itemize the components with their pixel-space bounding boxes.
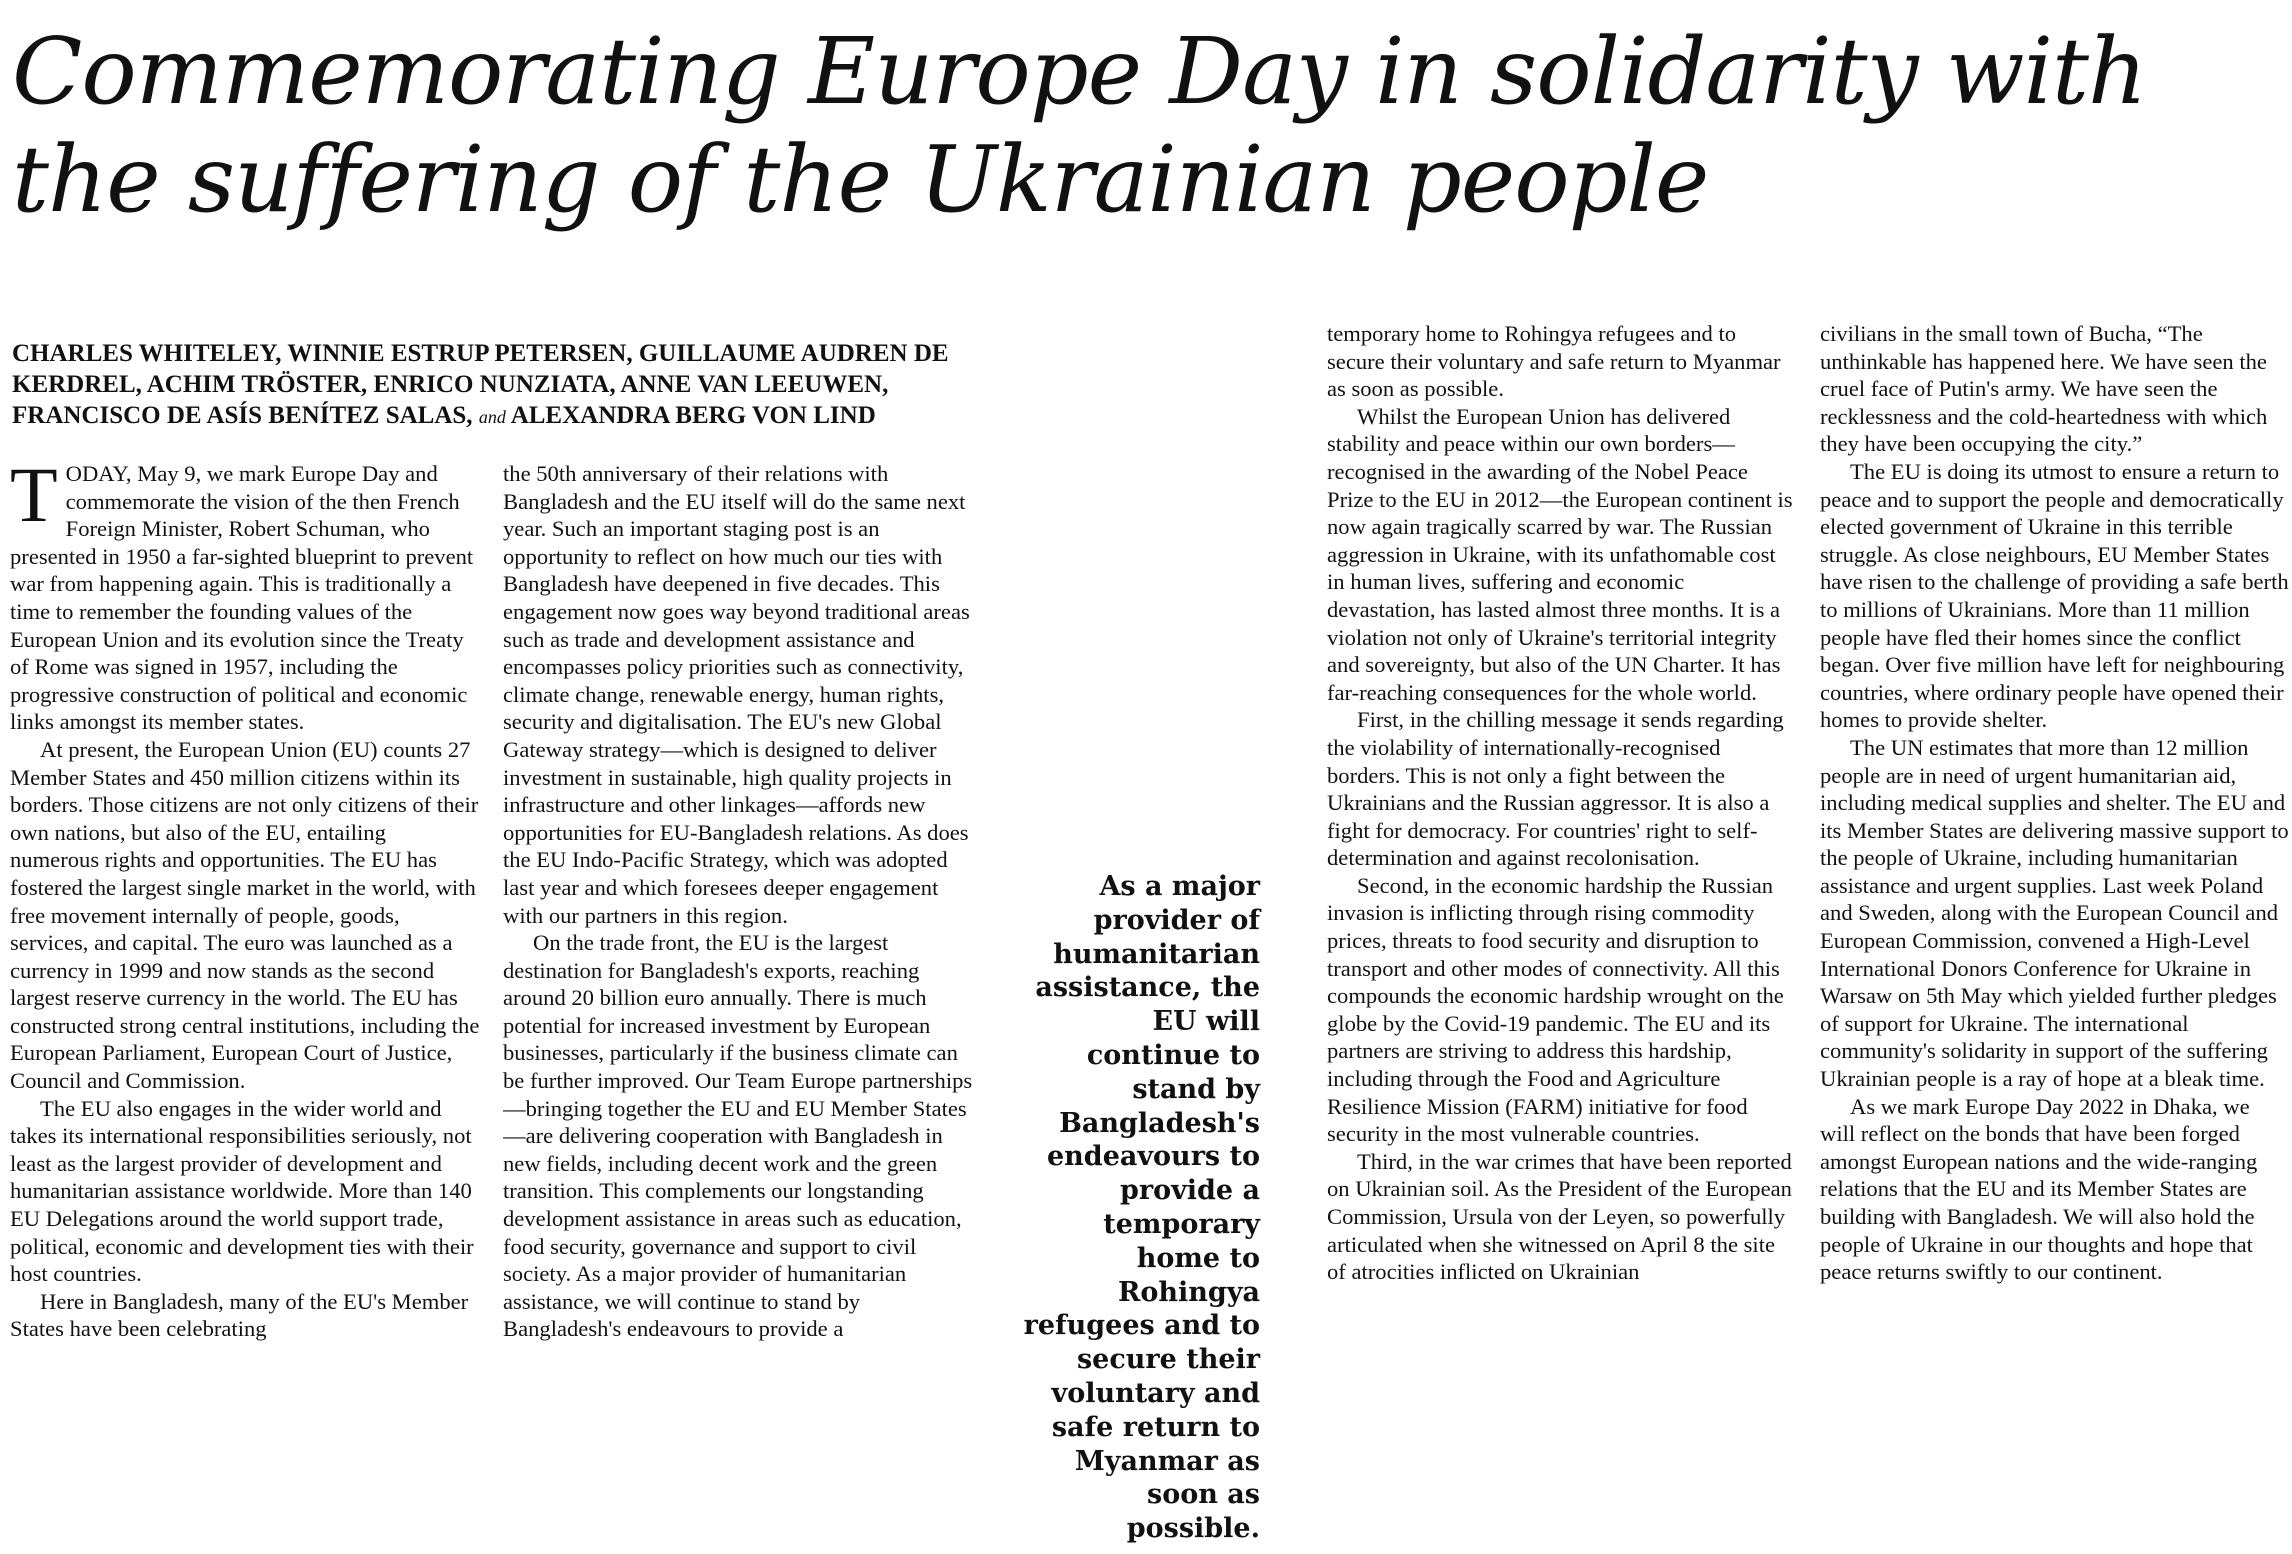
pull-quote: As a major provider of humanitarian assistance, the EU will continue to stand by Bangladesh's endeavours to provide a temporary home to Rohingya refugees and to secure their voluntary and safe return to Myanmar as soon as possible. [1023, 871, 1260, 1545]
body-paragraph: The EU is doing its utmost to ensure a return to peace and to support the people and democratically elected government of Ukraine in this terrible struggle. As close neighbours, EU Member States have risen to the challenge of providing a safe berth to millions of Ukrainians. More than 11 million people have fled their homes since the conflict began. Over five million have left for neighbouring countries, where ordinary people have opened their homes to provide shelter. [1820, 458, 2289, 733]
body-paragraph: the 50th anniversary of their relations with Bangladesh and the EU itself will do the same next year. Such an important staging post is an opportunity to reflect on how much our ties with Bangladesh have deepened in five decades. This engagement now goes way beyond traditional areas such as trade and development assistance and encompasses policy priorities such as connectivity, climate change, renewable energy, human rights, security and digitalisation. The EU's new Global Gateway strategy—which is designed to deliver investment in sustainable, high quality projects in infrastructure and other linkages—affords new opportunities for EU-Bangladesh relations. As does the EU Indo-Pacific Strategy, which was adopted last year and which foresees deeper engagement with our partners in this region. [503, 461, 970, 928]
body-paragraph: civilians in the small town of Bucha, “The unthinkable has happened here. We have seen the cruel face of Putin's army. We have seen the recklessness and the cold-heartedness with which they have been occupying the city.” [1820, 321, 2268, 457]
body-paragraph: temporary home to Rohingya refugees and to secure their voluntary and safe return to Myanmar as soon as possible. [1327, 321, 1781, 402]
body-paragraph: Here in Bangladesh, many of the EU's Member States have been celebrating [10, 1288, 469, 1342]
body-paragraph [10, 460, 480, 736]
body-paragraph: Whilst the European Union has delivered stability and peace within our own borders—recognised in the awarding of the Nobel Peace Prize to the EU in 2012—the European continent is now again tragically scarred by war. The Russian aggression in Ukraine, with its unfathomable cost in human lives, suffering and economic devastation, has lasted almost three months. It is a violation not only of Ukraine's territorial integrity and sovereignty, but also of the UN Charter. It has far-reaching consequences for the whole world. [1327, 403, 1793, 705]
byline-names: CHARLES WHITELEY, WINNIE ESTRUP PETERSEN, GUILLAUME AUDREN DE KERDREL, ACHIM TRÖSTER, ENRICO NUNZIATA, ANNE VAN LEEUWEN, FRANCISCO DE ASÍS BENÍTEZ SALAS, [12, 340, 949, 429]
article-byline [12, 338, 972, 433]
article-headline: Commemorating Europe Day in solidarity with the suffering of the Ukrainian people [12, 18, 2147, 233]
body-paragraph: As we mark Europe Day 2022 in Dhaka, we will reflect on the bonds that have been forged amongst European nations and the wide-ranging relations that the EU and its Member States are building with Bangladesh. We will also hold the people of Ukraine in our thoughts and hope that peace returns swiftly to our continent. [1820, 1093, 2258, 1285]
body-paragraph: The EU also engages in the wider world and takes its international responsibilities seriously, not least as the largest provider of development and humanitarian assistance worldwide. More than 140 EU Delegations around the world support trade, political, economic and development ties with their host countries. [10, 1095, 474, 1287]
body-paragraph: First, in the chilling message it sends regarding the violability of internationally-recognised borders. This is not only a fight between the Ukrainians and the Russian aggressor. It is also a fight for democracy. For countries' right to self-determination and against recolonisation. [1327, 707, 1784, 871]
body-paragraph: Third, in the war crimes that have been reported on Ukrainian soil. As the President of the European Commission, Ursula von der Leyen, so powerfully articulated when she witnessed on April 8 the site of atrocities inflicted on Ukrainian [1327, 1148, 1792, 1285]
body-paragraph: At present, the European Union (EU) counts 27 Member States and 450 million citizens within its borders. Those citizens are not only citizens of their own nations, but also of the EU, entailing numerous rights and opportunities. The EU has fostered the largest single market in the world, with free movement internally of people, goods, services, and capital. The euro was launched as a currency in 1999 and now stands as the second largest reserve currency in the world. The EU has constructed strong central institutions, including the European Parliament, European Court of Justice, Council and Commission. [10, 736, 480, 1094]
article-column-4 [1820, 320, 2290, 1554]
body-paragraph: Second, in the economic hardship the Russian invasion is inflicting through rising commodity prices, threats to food security and disruption to transport and other modes of connectivity. All this compounds the economic hardship wrought on the globe by the Covid-19 pandemic. The EU and its partners are striving to address this hardship, including through the Food and Agriculture Resilience Mission (FARM) initiative for food security in the most vulnerable countries. [1327, 872, 1784, 1147]
paragraph-text: ODAY, May 9, we mark Europe Day and commemorate the vision of the then French Foreign Minister, Robert Schuman, who presented in 1950 a far-sighted blueprint to prevent war from happening again. This is traditionally a time to remember the founding values of the European Union and its evolution since the Treaty of Rome was signed in 1957, including the progressive construction of political and economic links amongst its member states. [10, 461, 474, 735]
body-paragraph: The UN estimates that more than 12 million people are in need of urgent humanitarian aid, including medical supplies and shelter. The EU and its Member States are delivering massive support to the people of Ukraine, including humanitarian assistance and urgent supplies. Last week Poland and Sweden, along with the European Council and European Commission, convened a High-Level International Donors Conference for Ukraine in Warsaw on 5th May which yielded further pledges of support for Ukraine. The international community's solidarity in support of the suffering Ukrainian people is a ray of hope at a bleak time. [1820, 734, 2289, 1092]
article-column-2 [503, 460, 973, 1554]
byline-and: and [478, 407, 506, 427]
drop-cap: T [10, 460, 58, 538]
article-column-1 [10, 460, 480, 1554]
article-column-3 [1327, 320, 1797, 1554]
body-paragraph: On the trade front, the EU is the largest destination for Bangladesh's exports, reaching around 20 billion euro annually. There is much potential for increased investment by European businesses, particularly if the business climate can be further improved. Our Team Europe partnerships—bringing together the EU and EU Member States—are delivering cooperation with Bangladesh in new fields, including decent work and the green transition. This complements our longstanding development assistance in areas such as education, food security, governance and support to civil society. As a major provider of humanitarian assistance, we will continue to stand by Bangladesh's endeavours to provide a [503, 930, 973, 1342]
byline-last-author: ALEXANDRA BERG VON LIND [510, 402, 876, 429]
